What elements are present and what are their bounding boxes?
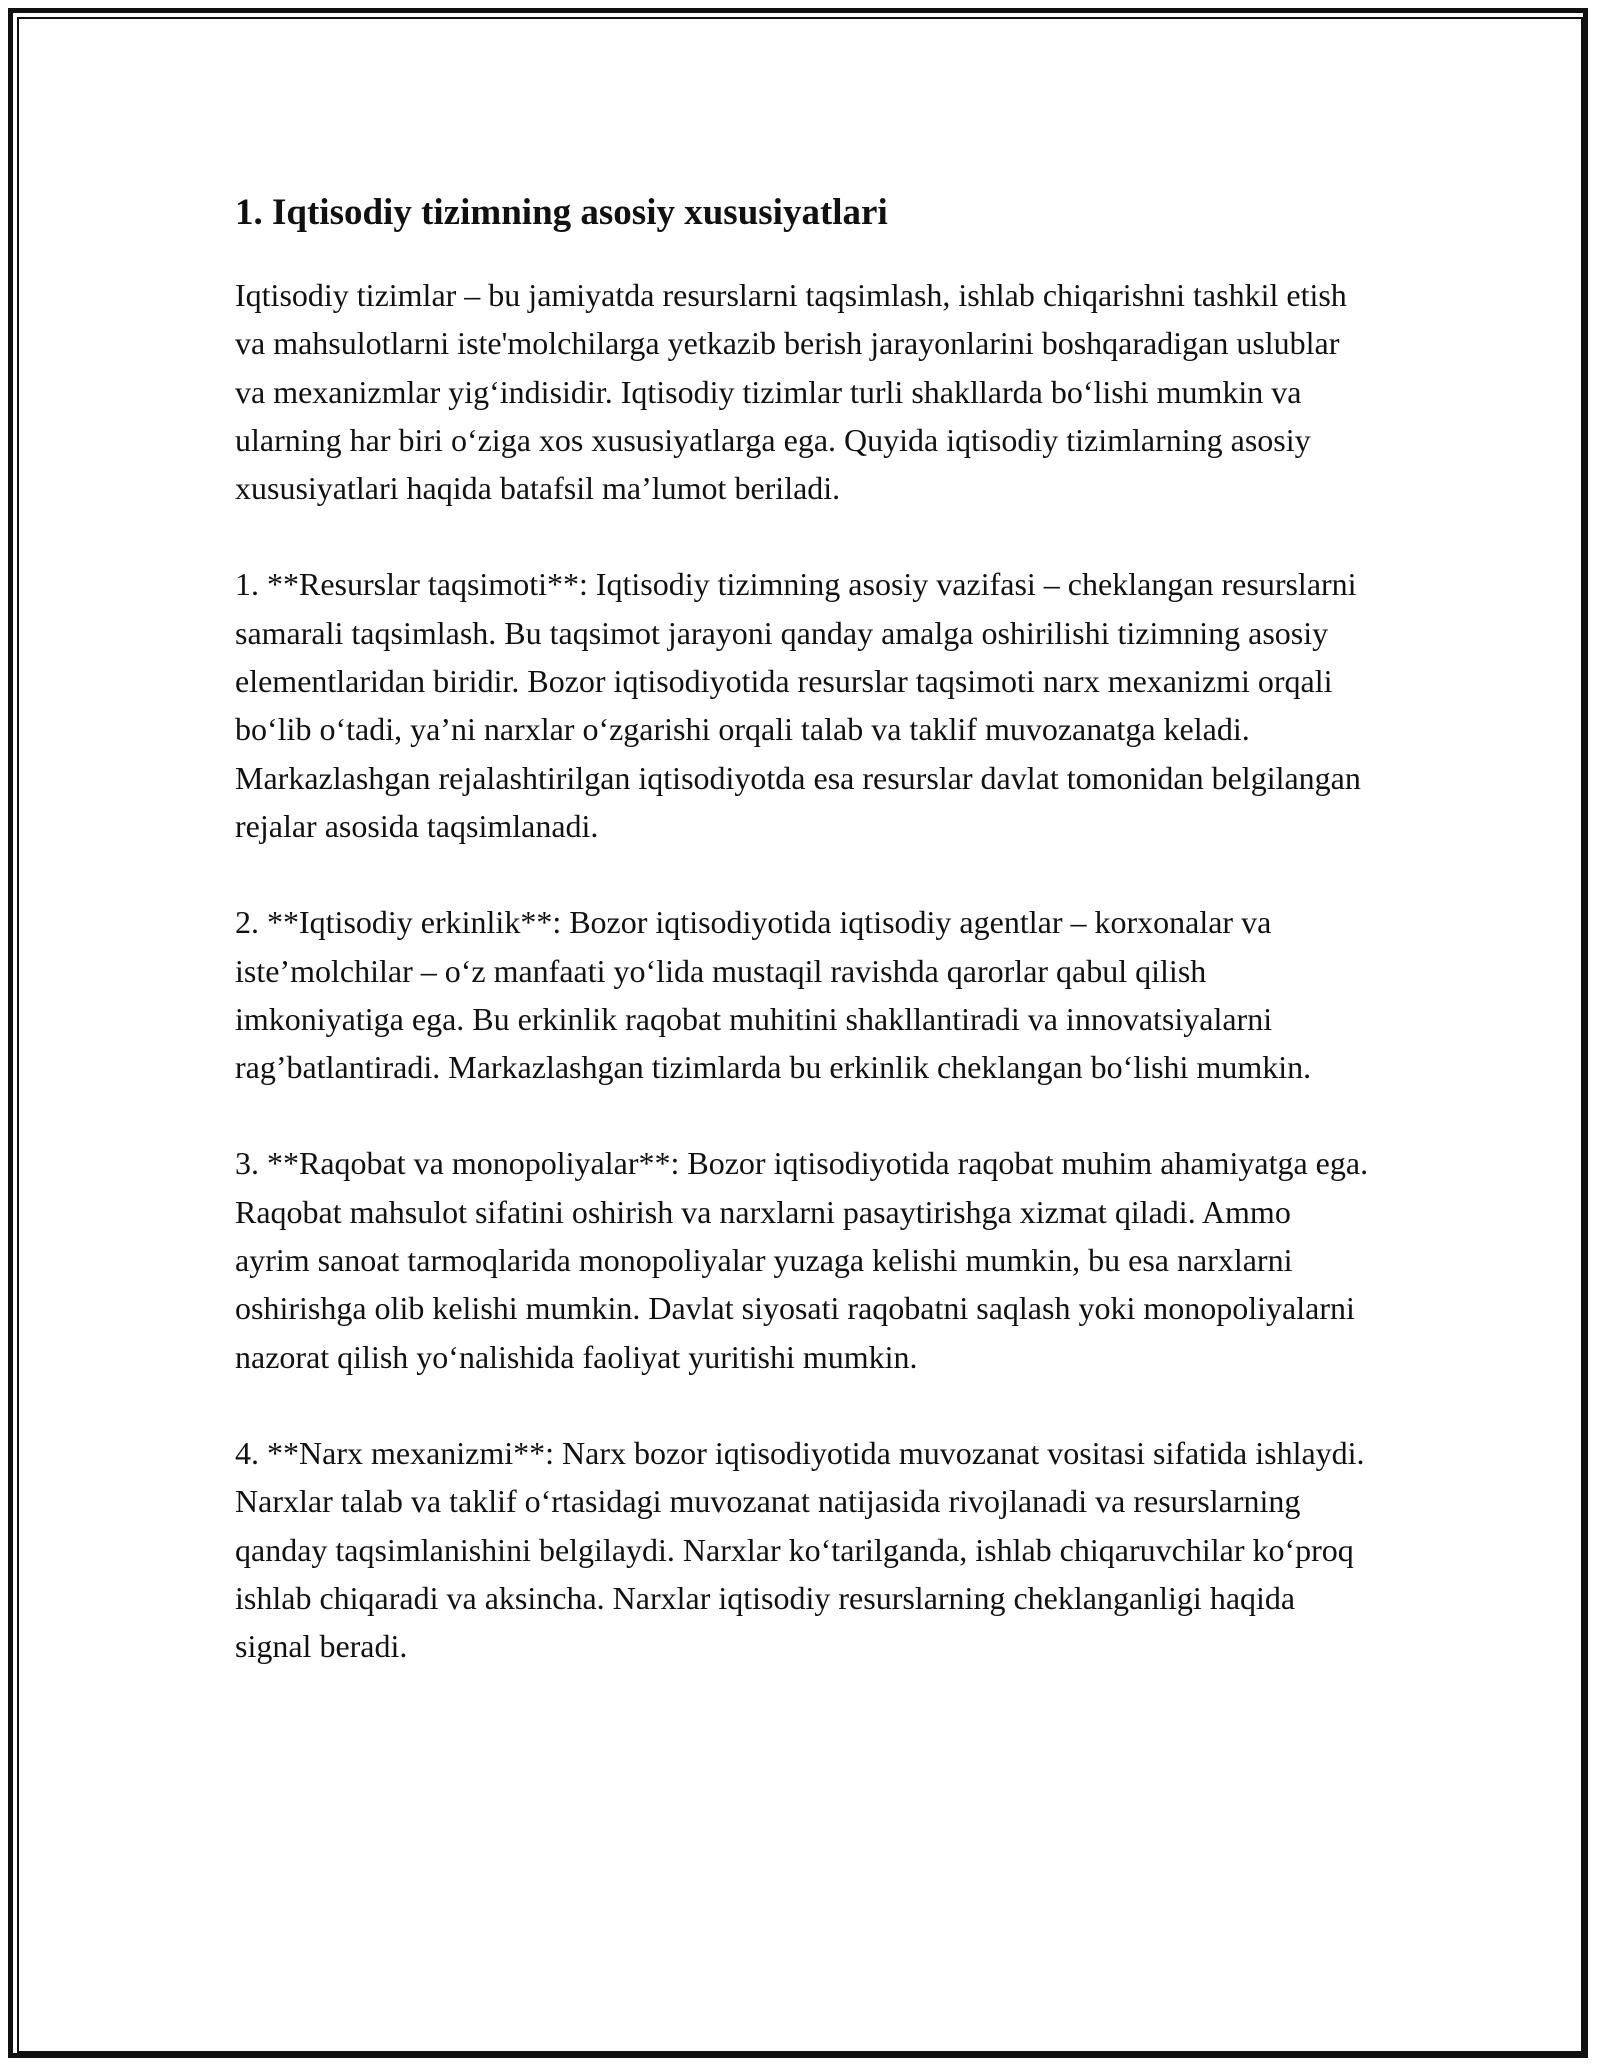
document-body (235, 185, 1370, 1718)
paragraph-economic-freedom: 2. **Iqtisodiy erkinlik**: Bozor iqtisodiyotida iqtisodiy agentlar – korxonalar va iste’molchilar – o‘z manfaati yo‘lida mustaqil ravishda qarorlar qabul qilish imkoniyatiga ega. Bu erkinlik raqobat muhitini shakllantiradi va innovatsiyalarni rag’batlantiradi. Markazlashgan tizimlarda bu erkinlik cheklangan bo‘lishi mumkin. (235, 904, 1312, 1086)
paragraph-competition-monopolies: 3. **Raqobat va monopoliyalar**: Bozor iqtisodiyotida raqobat muhim ahamiyatga ega. Raqobat mahsulot sifatini oshirish va narxlarni pasaytirishga xizmat qiladi. Ammo ayrim sanoat tarmoqlarida monopoliyalar yuzaga kelishi mumkin, bu esa narxlarni oshirishga olib kelishi mumkin. Davlat siyosati raqobatni saqlash yoki monopoliyalarni nazorat qilish yo‘nalishida faoliyat yuritishi mumkin. (235, 1145, 1369, 1375)
intro-paragraph: Iqtisodiy tizimlar – bu jamiyatda resurslarni taqsimlash, ishlab chiqarishni tashkil etish va mahsulotlarni iste'molchilarga yetkazib berish jarayonlarini boshqaradigan uslublar va mexanizmlar yig‘indisidir. Iqtisodiy tizimlar turli shakllarda bo‘lishi mumkin va ularning har biri o‘ziga xos xususiyatlarga ega. Quyida iqtisodiy tizimlarning asosiy xususiyatlari haqida batafsil ma’lumot beriladi. (235, 277, 1347, 507)
paragraph-price-mechanism: 4. **Narx mexanizmi**: Narx bozor iqtisodiyotida muvozanat vositasi sifatida ishlaydi. Narxlar talab va taklif o‘rtasidagi muvozanat natijasida rivojlanadi va resurslarning qanday taqsimlanishini belgilaydi. Narxlar ko‘tarilganda, ishlab chiqaruvchilar ko‘proq ishlab chiqaradi va aksincha. Narxlar iqtisodiy resurslarning cheklanganligi haqida signal beradi. (235, 1434, 1365, 1665)
section-heading: 1. Iqtisodiy tizimning asosiy xususiyatlari (235, 192, 888, 233)
paragraph-resource-allocation: 1. **Resurslar taqsimoti**: Iqtisodiy tizimning asosiy vazifasi – cheklangan resurslarni samarali taqsimlash. Bu taqsimot jarayoni qanday amalga oshirilishi tizimning asosiy elementlaridan biridir. Bozor iqtisodiyotida resurslar taqsimoti narx mexanizmi orqali bo‘lib o‘tadi, ya’ni narxlar o‘zgarishi orqali talab va taklif muvozanatga keladi. Markazlashgan rejalashtirilgan iqtisodiyotda esa resurslar davlat tomonidan belgilangan rejalar asosida taqsimlanadi. (235, 566, 1361, 844)
